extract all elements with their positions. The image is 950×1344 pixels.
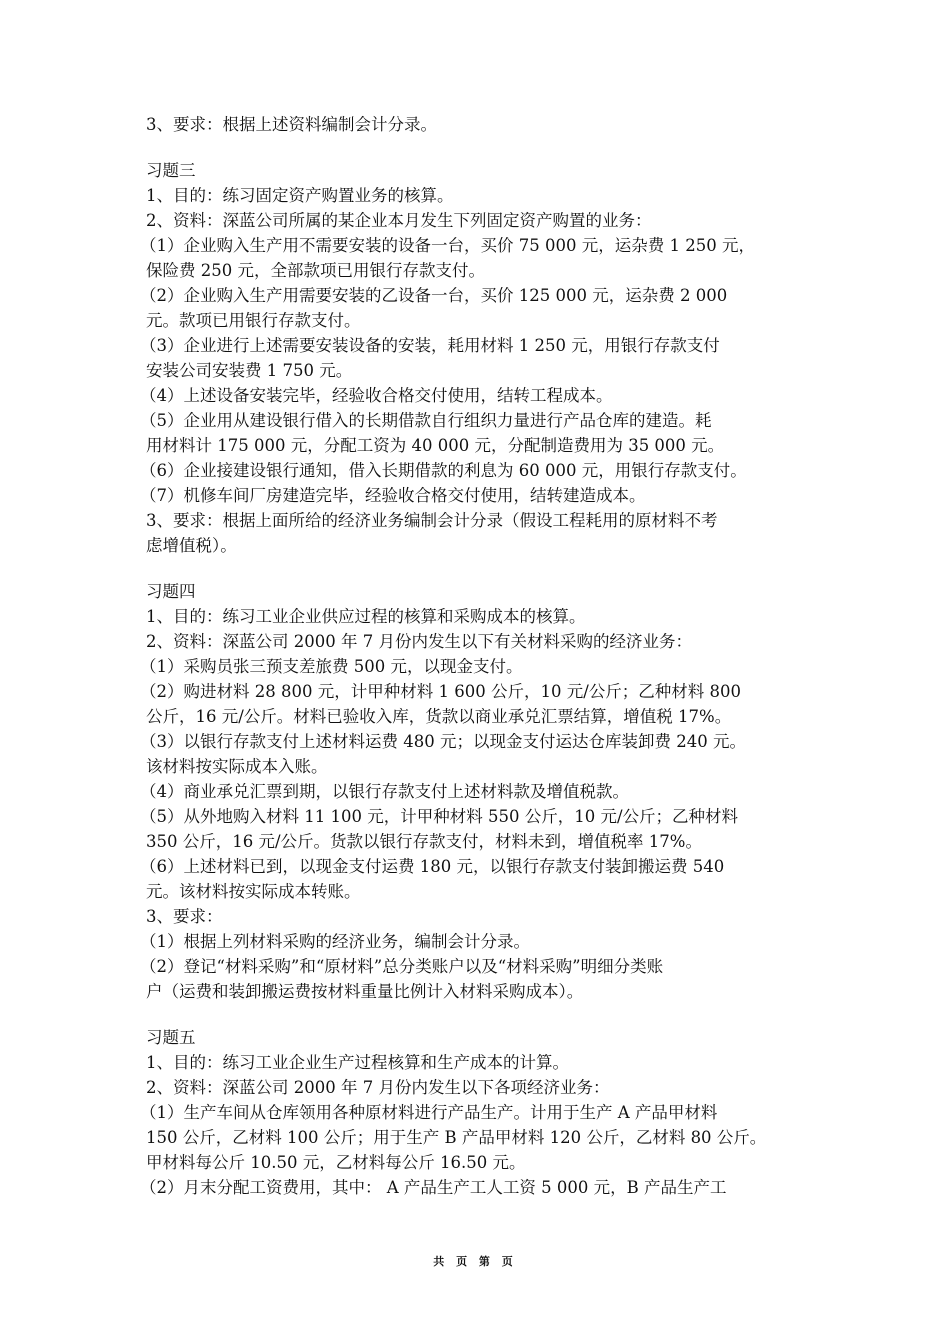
document-body [140, 112, 808, 1200]
text-line: 公斤，16 元/公斤。材料已验收入库，货款以商业承兑汇票结算，增值税 17%。 [146, 707, 732, 726]
text-line: 3、要求：根据上面所给的经济业务编制会计分录（假设工程耗用的原材料不考 [146, 511, 718, 530]
text-line: 元。该材料按实际成本转账。 [146, 882, 361, 901]
text-line: 2、资料：深蓝公司 2000 年 7 月份内发生以下各项经济业务： [146, 1078, 610, 1097]
text-line: 150 公斤，乙材料 100 公斤；用于生产 B 产品甲材料 120 公斤，乙材料 80 公斤。 [146, 1128, 767, 1147]
text-line: 用材料计 175 000 元，分配工资为 40 000 元，分配制造费用为 35 000 元。 [146, 436, 725, 455]
text-line: （2）企业购入生产用需要安装的乙设备一台，买价 125 000 元，运杂费 2 000 [140, 286, 728, 305]
text-line: 1、目的：练习工业企业供应过程的核算和采购成本的核算。 [146, 607, 586, 626]
text-line: （6）上述材料已到，以现金支付运费 180 元，以银行存款支付装卸搬运费 540 [140, 857, 725, 876]
text-line: （2）登记“材料采购”和“原材料”总分类账户以及“材料采购”明细分类账 [140, 957, 664, 976]
text-line: （1）生产车间从仓库领用各种原材料进行产品生产。计用于生产 A 产品甲材料 [140, 1103, 718, 1122]
text-line: （6）企业接建设银行通知，借入长期借款的利息为 60 000 元，用银行存款支付。 [140, 461, 747, 480]
text-line: 3、要求：根据上述资料编制会计分录。 [146, 115, 437, 134]
page-footer: 共 页 第 页 [433, 1255, 517, 1268]
text-line: 虑增值税）。 [146, 536, 237, 555]
section-heading: 习题五 [146, 1028, 196, 1047]
text-line: 保险费 250 元，全部款项已用银行存款支付。 [146, 261, 485, 280]
text-line: 2、资料：深蓝公司所属的某企业本月发生下列固定资产购置的业务： [146, 211, 652, 230]
text-line: （7）机修车间厂房建造完毕，经验收合格交付使用，结转建造成本。 [140, 486, 646, 505]
text-line: （4）商业承兑汇票到期，以银行存款支付上述材料款及增值税款。 [140, 782, 629, 801]
text-line: （4）上述设备安装完毕，经验收合格交付使用，结转工程成本。 [140, 386, 613, 405]
text-line: 甲材料每公斤 10.50 元，乙材料每公斤 16.50 元。 [146, 1153, 526, 1172]
text-line: 3、要求： [146, 907, 223, 926]
text-line: （1）企业购入生产用不需要安装的设备一台，买价 75 000 元，运杂费 1 250 元， [140, 236, 755, 255]
text-line: 元。款项已用银行存款支付。 [146, 311, 361, 330]
text-line: 安装公司安装费 1 750 元。 [146, 361, 353, 380]
text-line: （3）企业进行上述需要安装设备的安装，耗用材料 1 250 元，用银行存款支付 [140, 336, 720, 355]
text-line: （5）企业用从建设银行借入的长期借款自行组织力量进行产品仓库的建造。耗 [140, 411, 712, 430]
text-line: 户（运费和装卸搬运费按材料重量比例计入材料采购成本）。 [146, 982, 584, 1001]
text-line: 2、资料：深蓝公司 2000 年 7 月份内发生以下有关材料采购的经济业务： [146, 632, 692, 651]
text-line: 1、目的：练习工业企业生产过程核算和生产成本的计算。 [146, 1053, 569, 1072]
text-line: （5）从外地购入材料 11 100 元，计甲种材料 550 公斤，10 元/公斤；乙种材料 [140, 807, 739, 826]
text-line: （3）以银行存款支付上述材料运费 480 元；以现金支付运达仓库装卸费 240 元。 [140, 732, 746, 751]
text-line: （1）根据上列材料采购的经济业务，编制会计分录。 [140, 932, 530, 951]
section-heading: 习题四 [146, 582, 196, 601]
text-line: （2）月末分配工资费用，其中： A 产品生产工人工资 5 000 元，B 产品生产工 [140, 1178, 727, 1197]
text-line: 该材料按实际成本入账。 [146, 757, 328, 776]
text-line: （2）购进材料 28 800 元，计甲种材料 1 600 公斤，10 元/公斤；乙种材料 800 [140, 682, 741, 701]
section-heading: 习题三 [146, 161, 196, 180]
text-line: 1、目的：练习固定资产购置业务的核算。 [146, 186, 454, 205]
text-line: （1）采购员张三预支差旅费 500 元，以现金支付。 [140, 657, 523, 676]
text-line: 350 公斤，16 元/公斤。货款以银行存款支付，材料未到，增值税率 17%。 [146, 832, 702, 851]
